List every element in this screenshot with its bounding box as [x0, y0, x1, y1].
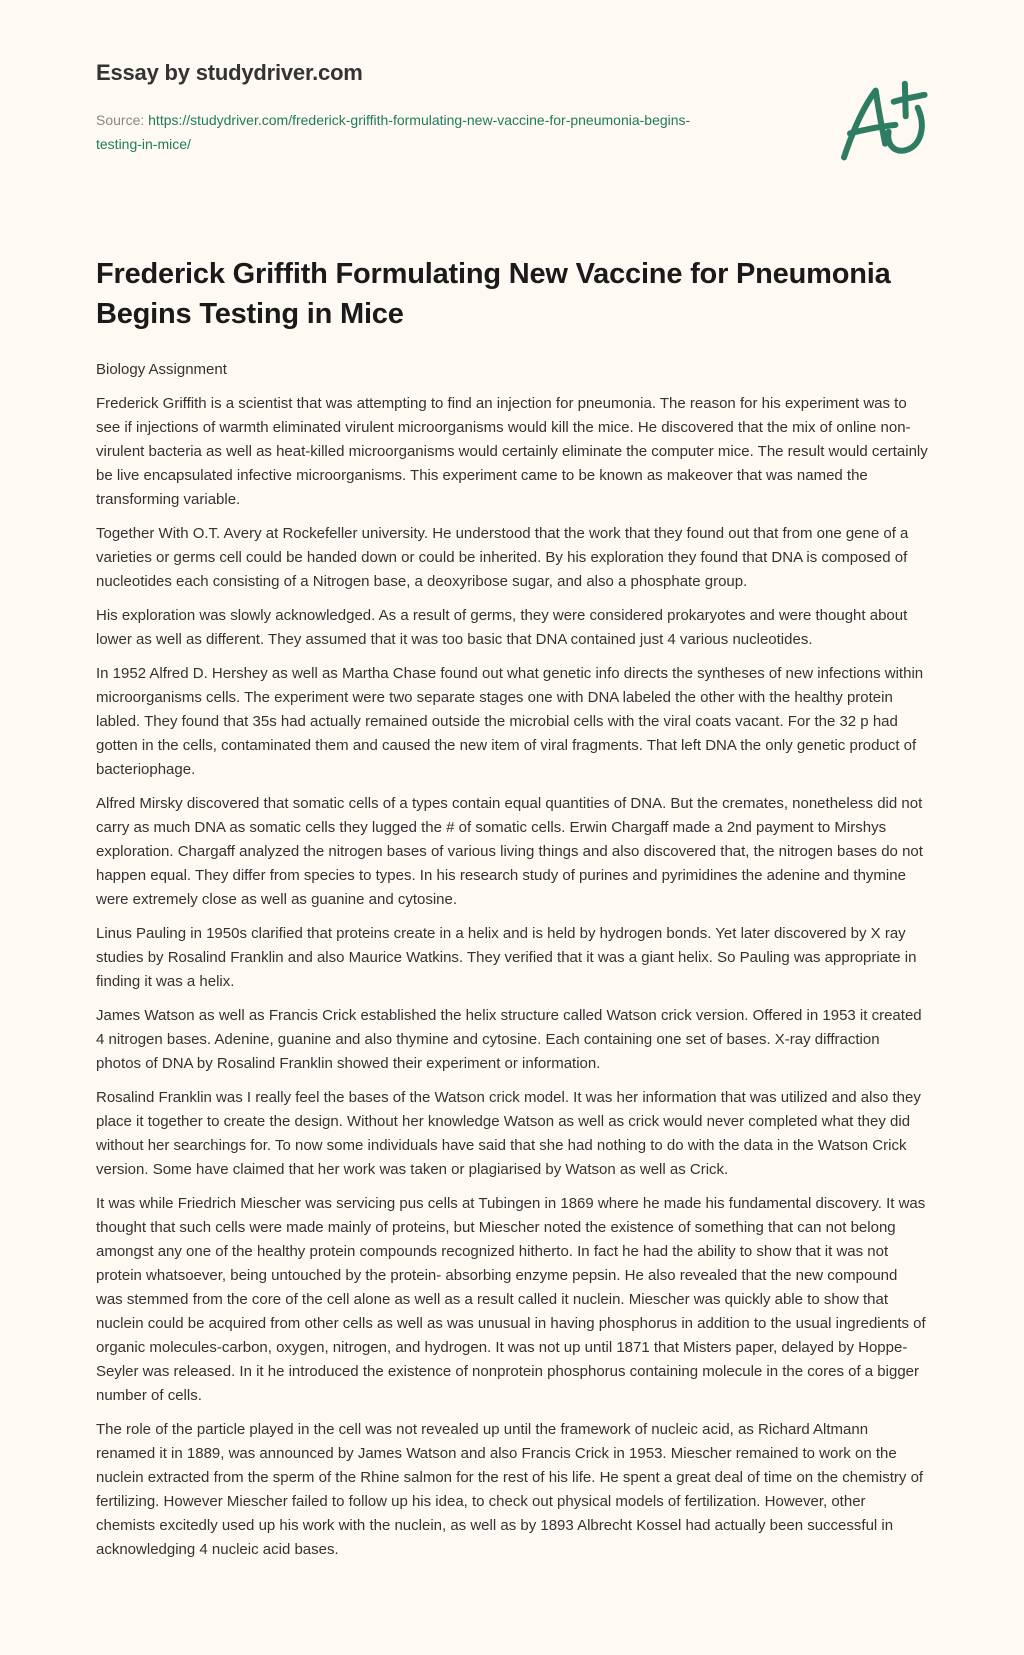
- source-link[interactable]: https://studydriver.com/frederick-griffith-formulating-new-vaccine-for-pneumonia-begins-testing-in-mice/: [96, 112, 691, 152]
- essay-paragraph: Linus Pauling in 1950s clarified that proteins create in a helix and is held by hydrogen bonds. Yet later discovered by X ray studies by Rosalind Franklin and also Maurice Watkins. They verified that it was a giant helix. So Pauling was appropriate in finding it was a helix.: [96, 925, 917, 990]
- essay-content: [0, 254, 1024, 1562]
- site-title: Essay by studydriver.com: [96, 60, 363, 85]
- source-line: [96, 108, 736, 156]
- essay-category: Biology Assignment: [96, 361, 227, 378]
- essay-paragraph: Alfred Mirsky discovered that somatic cells of a types contain equal quantities of DNA. But the cremates, nonetheless did not carry as much DNA as somatic cells they lugged the # of somatic cells. Erwin Chargaff made a 2nd payment to Mirshys exploration. Chargaff analyzed the nitrogen bases of various living things and also discovered that, the nitrogen bases do not happen equal. They differ from species to types. In his research study of purines and pyrimidines the adenine and thymine were extremely close as well as guanine and cytosine.: [96, 795, 923, 908]
- page-header: [0, 0, 1024, 230]
- essay-paragraph: James Watson as well as Francis Crick established the helix structure called Watson crick version. Offered in 1953 it created 4 nitrogen bases. Adenine, guanine and also thymine and cytosine. Each containing one set of bases. X-ray diffraction photos of DNA by Rosalind Franklin showed their experiment or information.: [96, 1007, 922, 1072]
- source-label: Source:: [96, 112, 149, 128]
- essay-paragraph: His exploration was slowly acknowledged. As a result of germs, they were considered prokaryotes and were thought about lower as well as different. They assumed that it was too basic that DNA contained just 4 various nucleotides.: [96, 607, 908, 648]
- essay-paragraph: The role of the particle played in the cell was not revealed up until the framework of nucleic acid, as Richard Altmann renamed it in 1889, was announced by James Watson and also Francis Crick in 1953. Miescher remained to work on the nuclein extracted from the sperm of the Rhine salmon for the rest of his life. He spent a great deal of time on the chemistry of fertilizing. However Miescher failed to follow up his idea, to check out physical models of fertilization. However, other chemists excitedly used up his work with the nuclein, as well as by 1893 Albrecht Kossel had actually been successful in acknowledging 4 nucleic acid bases.: [96, 1421, 924, 1558]
- essay-title: Frederick Griffith Formulating New Vaccine for Pneumonia Begins Testing in Mice: [96, 258, 891, 330]
- essay-paragraph: Rosalind Franklin was I really feel the bases of the Watson crick model. It was her information that was utilized and also they place it together to create the design. Without her knowledge Watson as well as crick would never completed what they did without her searchings for. To now some individuals have said that she had nothing to do with the data in the Watson Crick version. Some have claimed that her work was taken or plagiarised by Watson as well as Crick.: [96, 1089, 921, 1178]
- essay-paragraph: Together With O.T. Avery at Rockefeller university. He understood that the work that they found out that from one gene of a varieties or germs cell could be handed down or could be inherited. By his exploration they found that DNA is composed of nucleotides each consisting of a Nitrogen base, a deoxyribose sugar, and also a phosphate group.: [96, 525, 909, 590]
- essay-paragraph: In 1952 Alfred D. Hershey as well as Martha Chase found out what genetic info directs the syntheses of new infections within microorganisms cells. The experiment were two separate stages one with DNA labeled the other with the healthy protein labled. They found that 35s had actually remained outside the microbial cells with the viral coats vacant. For the 32 p had gotten in the cells, contaminated them and caused the new item of viral fragments. That left DNA the only genetic product of bacteriophage.: [96, 665, 924, 778]
- a-plus-grade-icon: [820, 58, 940, 178]
- essay-paragraph: It was while Friedrich Miescher was servicing pus cells at Tubingen in 1869 where he made his fundamental discovery. It was thought that such cells were made mainly of proteins, but Miescher noted the existence of something that can not belong amongst any one of the healthy protein compounds recognized hitherto. In fact he had the ability to show that it was not protein whatsoever, being untouched by the protein- absorbing enzyme pepsin. He also revealed that the new compound was stemmed from the core of the cell alone as well as a result called it nuclein. Miescher was quickly able to show that nuclein could be acquired from other cells as well as was unusual in having phosphorus in addition to the usual ingredients of organic molecules-carbon, oxygen, nitrogen, and hydrogen. It was not up until 1871 that Misters paper, delayed by Hoppe-Seyler was released. In it he introduced the existence of nonprotein phosphorus containing molecule in the cores of a bigger number of cells.: [96, 1195, 926, 1404]
- essay-paragraph: Frederick Griffith is a scientist that was attempting to find an injection for pneumonia. The reason for his experiment was to see if injections of warmth eliminated virulent microorganisms would kill the mice. He discovered that the mix of online non-virulent bacteria as well as heat-killed microorganisms would certainly eliminate the computer mice. The result would certainly be live encapsulated infective microorganisms. This experiment came to be known as makeover that was named the transforming variable.: [96, 395, 928, 508]
